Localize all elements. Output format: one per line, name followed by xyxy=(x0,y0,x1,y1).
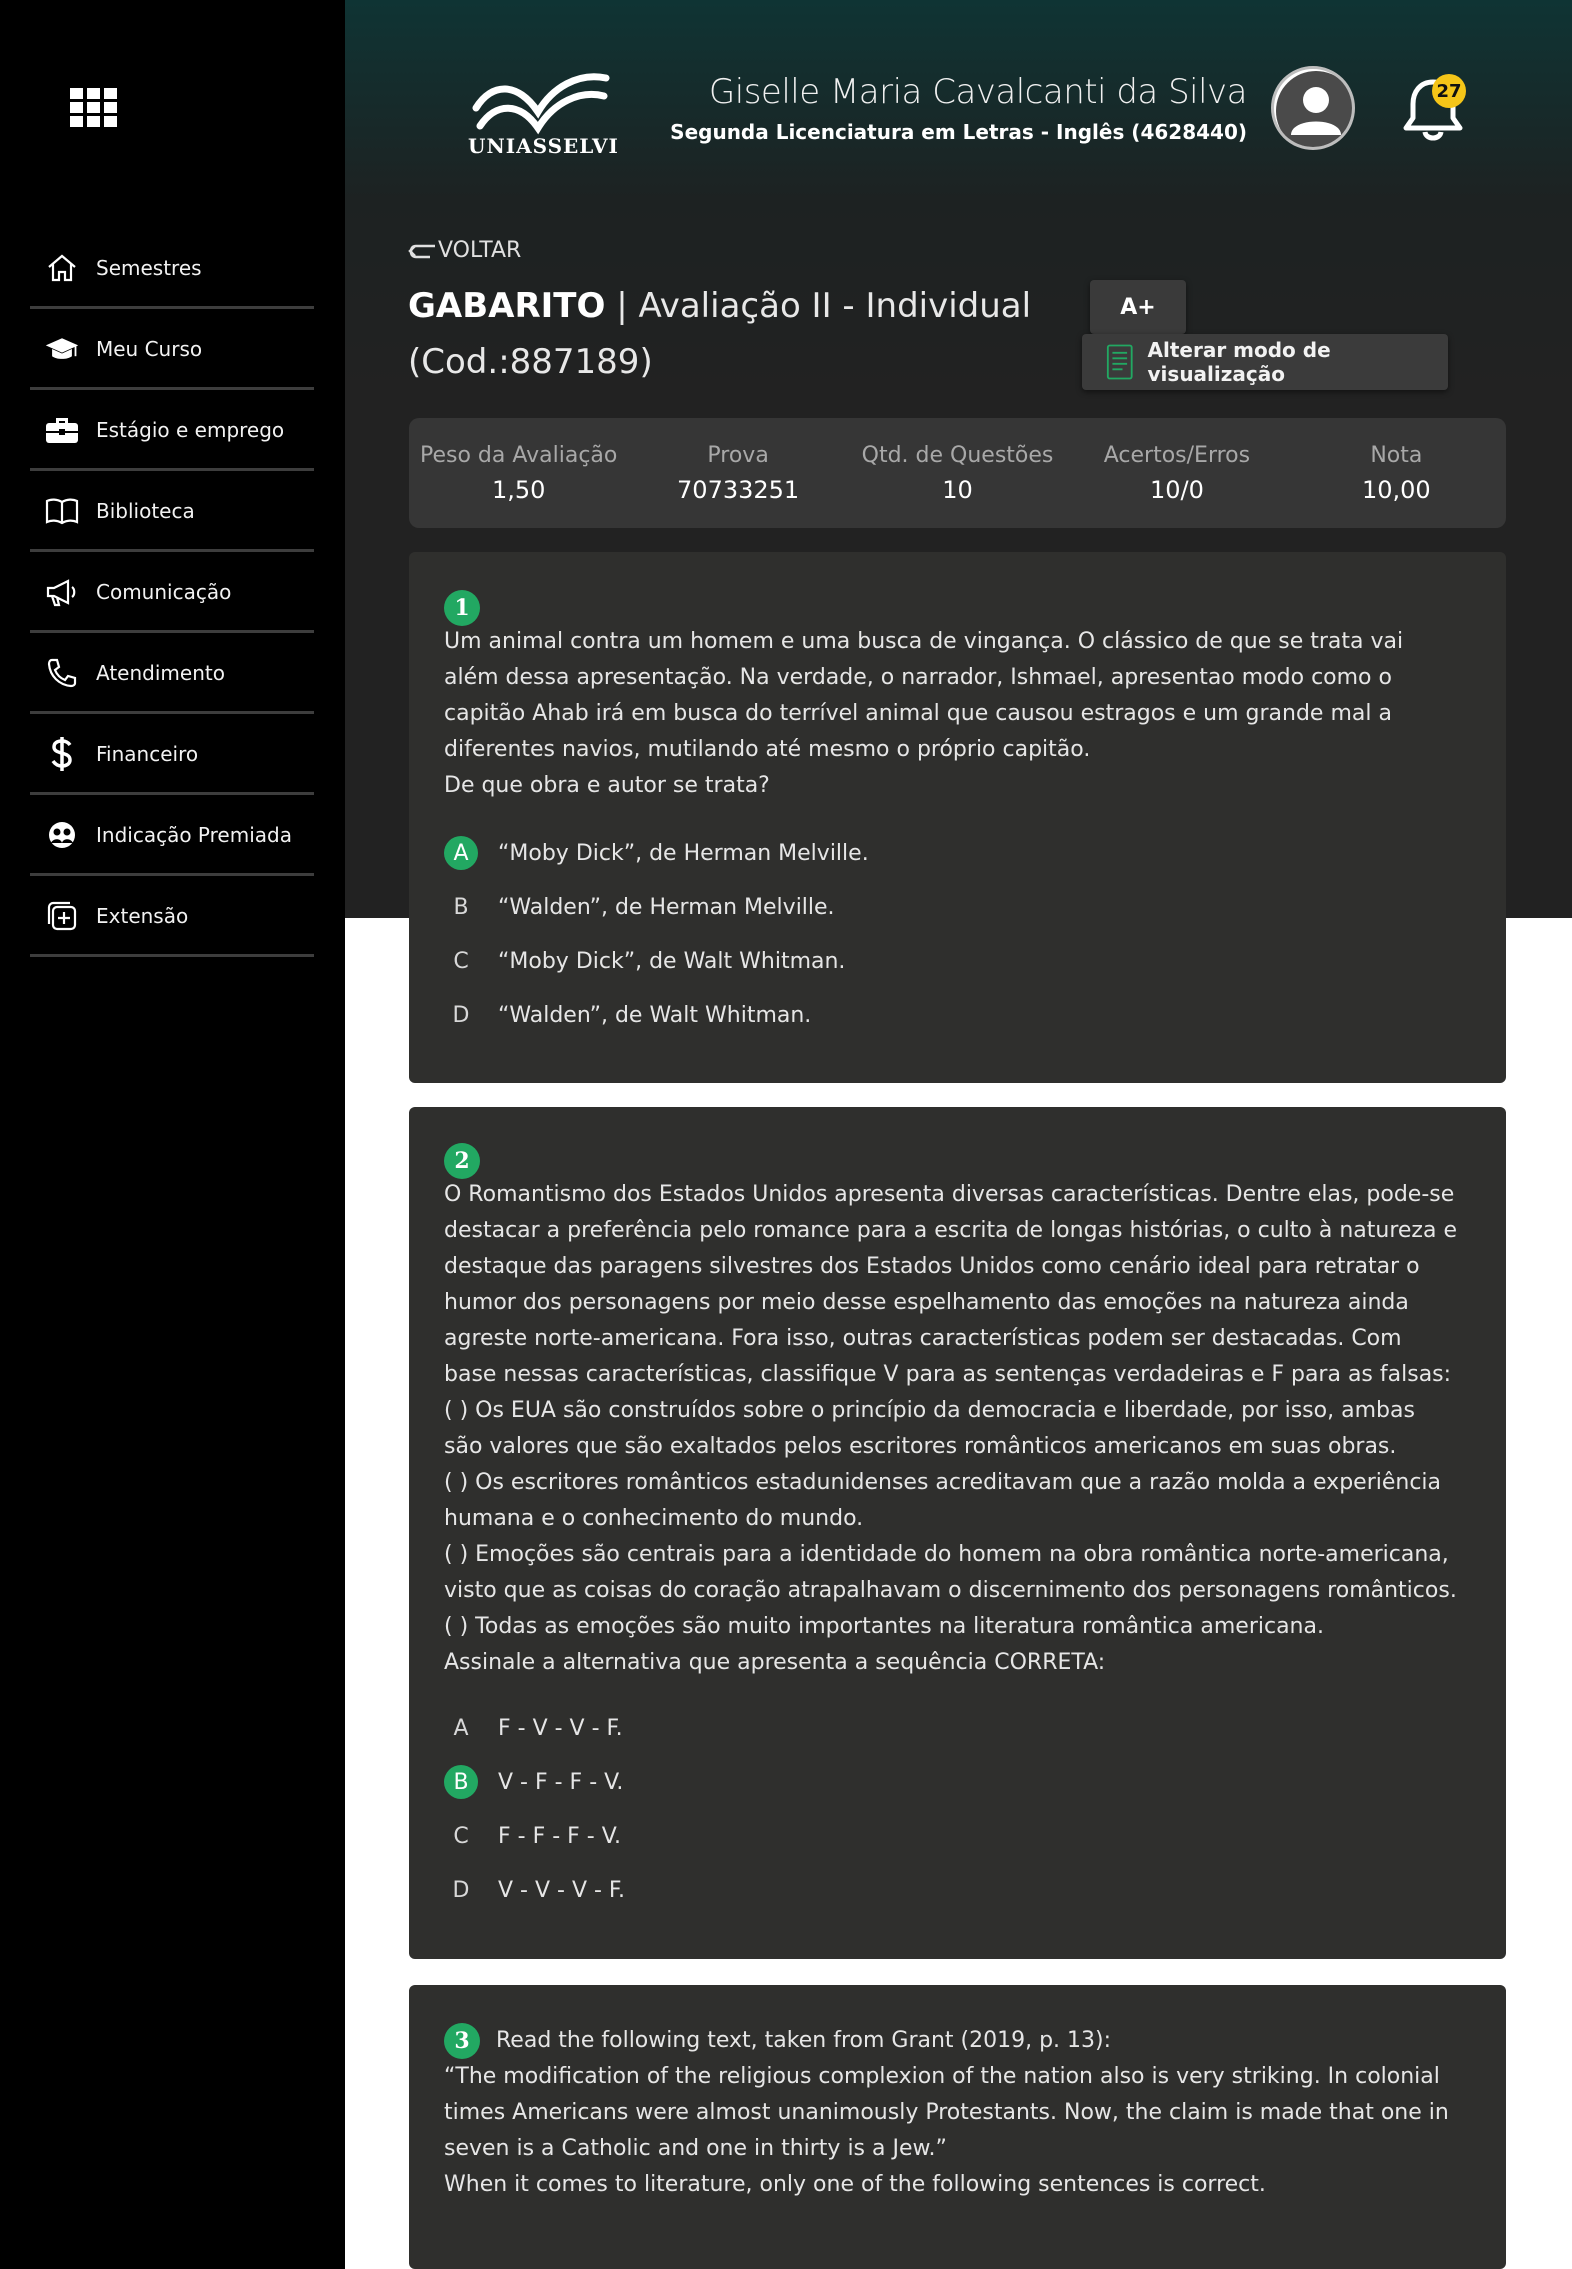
sidebar-item-semestres[interactable] xyxy=(30,230,314,309)
sidebar-item-extensao[interactable] xyxy=(30,878,314,957)
sidebar-item-label: Indicação Premiada xyxy=(96,823,292,847)
megaphone-icon xyxy=(44,574,80,610)
increase-font-button[interactable]: A+ xyxy=(1090,280,1186,334)
option-text: F - F - F - V. xyxy=(498,1823,621,1849)
stat-weight xyxy=(409,418,628,528)
sidebar-item-label: Meu Curso xyxy=(96,337,203,361)
sidebar-item-label: Comunicação xyxy=(96,580,232,604)
phone-icon xyxy=(44,655,80,691)
stat-label: Nota xyxy=(1370,442,1423,468)
stat-label: Qtd. de Questões xyxy=(861,442,1054,468)
sidebar-item-label: Biblioteca xyxy=(96,499,195,523)
sidebar-item-label: Estágio e emprego xyxy=(96,418,285,442)
avatar[interactable] xyxy=(1271,66,1355,150)
referral-icon xyxy=(44,817,80,853)
briefcase-icon xyxy=(44,412,80,448)
answer-option-b[interactable] xyxy=(444,1755,1458,1809)
answer-option-b[interactable] xyxy=(444,880,1458,934)
option-text: “Moby Dick”, de Herman Melville. xyxy=(498,840,869,866)
assessment-summary xyxy=(409,418,1506,528)
answer-option-c[interactable] xyxy=(444,934,1458,988)
stat-label: Prova xyxy=(707,442,769,468)
question-text: O Romantismo dos Estados Unidos apresenta diversas características. Dentre elas, pode-se destacar a preferência pelo romance para a escrita de longas histórias, o culto à natureza e destaque das paragens silvestres dos Estados Unidos como cenário ideal para retratar o humor dos personagens por meio desse espelhamento das emoções na natureza ainda agreste norte-americana. Fora isso, outras características podem ser destacadas. Com base nessas características, classifique V para as sentenças verdadeiras e F para as falsas: ( ) Os EUA são construídos sobre o princípio da democracia e liberdade, por isso, ambas são valores que são exaltados pelos escritores românticos americanos em suas obras. ( ) Os escritores românticos estadunidenses acreditavam que a razão molda a experiência humana e o conhecimento do mundo. ( ) Emoções são centrais para a identidade do homem na obra romântica norte-americana, visto que as coisas do coração atrapalhavam o discernimento dos personagens românticos. ( ) Todas as emoções são muito importantes na literatura romântica americana. Assinale a alternativa que apresenta a sequência CORRETA: xyxy=(444,1182,1457,1675)
option-letter: B xyxy=(453,894,469,920)
notification-count-badge: 27 xyxy=(1432,74,1466,108)
question-number-badge: 2 xyxy=(444,1143,480,1179)
stat-hits-errors xyxy=(1067,418,1286,528)
book-icon xyxy=(44,493,80,529)
back-link[interactable] xyxy=(408,238,521,263)
option-letter: C xyxy=(453,1823,469,1849)
sidebar-item-biblioteca[interactable] xyxy=(30,473,314,552)
user-course: Segunda Licenciatura em Letras - Inglês (4628440) xyxy=(670,120,1247,144)
page-title-code: (Cod.:887189) xyxy=(408,342,653,382)
sidebar-item-label: Atendimento xyxy=(96,661,225,685)
stat-label: Acertos/Erros xyxy=(1103,442,1251,468)
option-letter: C xyxy=(453,948,469,974)
sidebar-item-comunicacao[interactable] xyxy=(30,554,314,633)
sidebar-item-atendimento[interactable] xyxy=(30,635,314,714)
sidebar xyxy=(0,0,345,2269)
stat-exam xyxy=(628,418,847,528)
question-lead: Read the following text, taken from Grant (2019, p. 13): xyxy=(496,2028,1112,2053)
answer-options xyxy=(444,1701,1458,1917)
question-number-badge: 3 xyxy=(444,2023,480,2059)
answer-option-c[interactable] xyxy=(444,1809,1458,1863)
page-title xyxy=(408,286,1031,326)
stat-value: 70733251 xyxy=(677,475,800,504)
graduation-cap-icon xyxy=(44,331,80,367)
stat-value: 10,00 xyxy=(1361,475,1431,504)
question-card-1 xyxy=(409,552,1506,1083)
back-label: VOLTAR xyxy=(438,238,522,263)
answer-option-a[interactable] xyxy=(444,1701,1458,1755)
stat-value: 10 xyxy=(942,475,973,504)
option-letter: D xyxy=(452,1002,470,1028)
option-letter: D xyxy=(452,1877,470,1903)
dollar-icon xyxy=(44,736,80,772)
question-text: Um animal contra um homem e uma busca de vingança. O clássico de que se trata vai além dessa apresentação. Na verdade, o narrador, Ishmael, apresentao modo como o capitão Ahab irá em busca do terrível animal que causou estragos e um grande mal a diferentes navios, mutilando até mesmo o próprio capitão. De que obra e autor se trata? xyxy=(444,629,1404,798)
user-name: Giselle Maria Cavalcanti da Silva xyxy=(708,72,1247,112)
stat-value: 10/0 xyxy=(1149,475,1204,504)
question-number-badge: 1 xyxy=(444,590,480,626)
title-gabarito: GABARITO xyxy=(408,286,606,326)
logo-text: UNIASSELVI xyxy=(468,134,619,158)
apps-grid-icon[interactable] xyxy=(70,88,118,128)
option-text: F - V - V - F. xyxy=(498,1715,623,1741)
sidebar-item-financeiro[interactable] xyxy=(30,716,314,795)
sidebar-item-label: Extensão xyxy=(96,904,189,928)
answer-option-d[interactable] xyxy=(444,1863,1458,1917)
option-letter: A xyxy=(444,836,478,870)
stat-question-count xyxy=(848,418,1067,528)
option-text: V - V - V - F. xyxy=(498,1877,626,1903)
sidebar-item-label: Semestres xyxy=(96,256,202,280)
option-letter: A xyxy=(453,1715,469,1741)
question-card-3 xyxy=(409,1985,1506,2269)
home-icon xyxy=(44,250,80,286)
answer-option-d[interactable] xyxy=(444,988,1458,1042)
question-card-2 xyxy=(409,1107,1506,1959)
option-text: “Walden”, de Walt Whitman. xyxy=(498,1002,812,1028)
title-assessment: | Avaliação II - Individual xyxy=(605,286,1032,326)
back-arrow-icon xyxy=(408,240,438,262)
sidebar-item-indicacao[interactable] xyxy=(30,797,314,876)
stat-label: Peso da Avaliação xyxy=(420,442,618,468)
question-text: “The modification of the religious complexion of the nation also is very striking. In colonial times Americans were almost unanimously Protestants. Now, the claim is made that one in seven is a Catholic and one in thirty is a Jew.” When it comes to literature, only one of the following sentences is correct. xyxy=(444,2064,1449,2197)
sidebar-item-meu-curso[interactable] xyxy=(30,311,314,390)
answer-options xyxy=(444,826,1458,1042)
option-text: V - F - F - V. xyxy=(498,1769,624,1795)
change-view-mode-button[interactable] xyxy=(1082,334,1448,390)
document-icon xyxy=(1106,342,1134,382)
answer-option-a[interactable] xyxy=(444,826,1458,880)
add-square-icon xyxy=(44,898,80,934)
option-text: “Moby Dick”, de Walt Whitman. xyxy=(498,948,846,974)
stat-grade xyxy=(1287,418,1506,528)
option-letter: B xyxy=(444,1765,478,1799)
stat-value: 1,50 xyxy=(491,475,546,504)
sidebar-nav xyxy=(30,230,314,959)
option-text: “Walden”, de Herman Melville. xyxy=(498,894,835,920)
change-view-mode-label: Alterar modo de visualização xyxy=(1147,338,1331,386)
sidebar-item-label: Financeiro xyxy=(96,742,199,766)
sidebar-item-estagio[interactable] xyxy=(30,392,314,471)
